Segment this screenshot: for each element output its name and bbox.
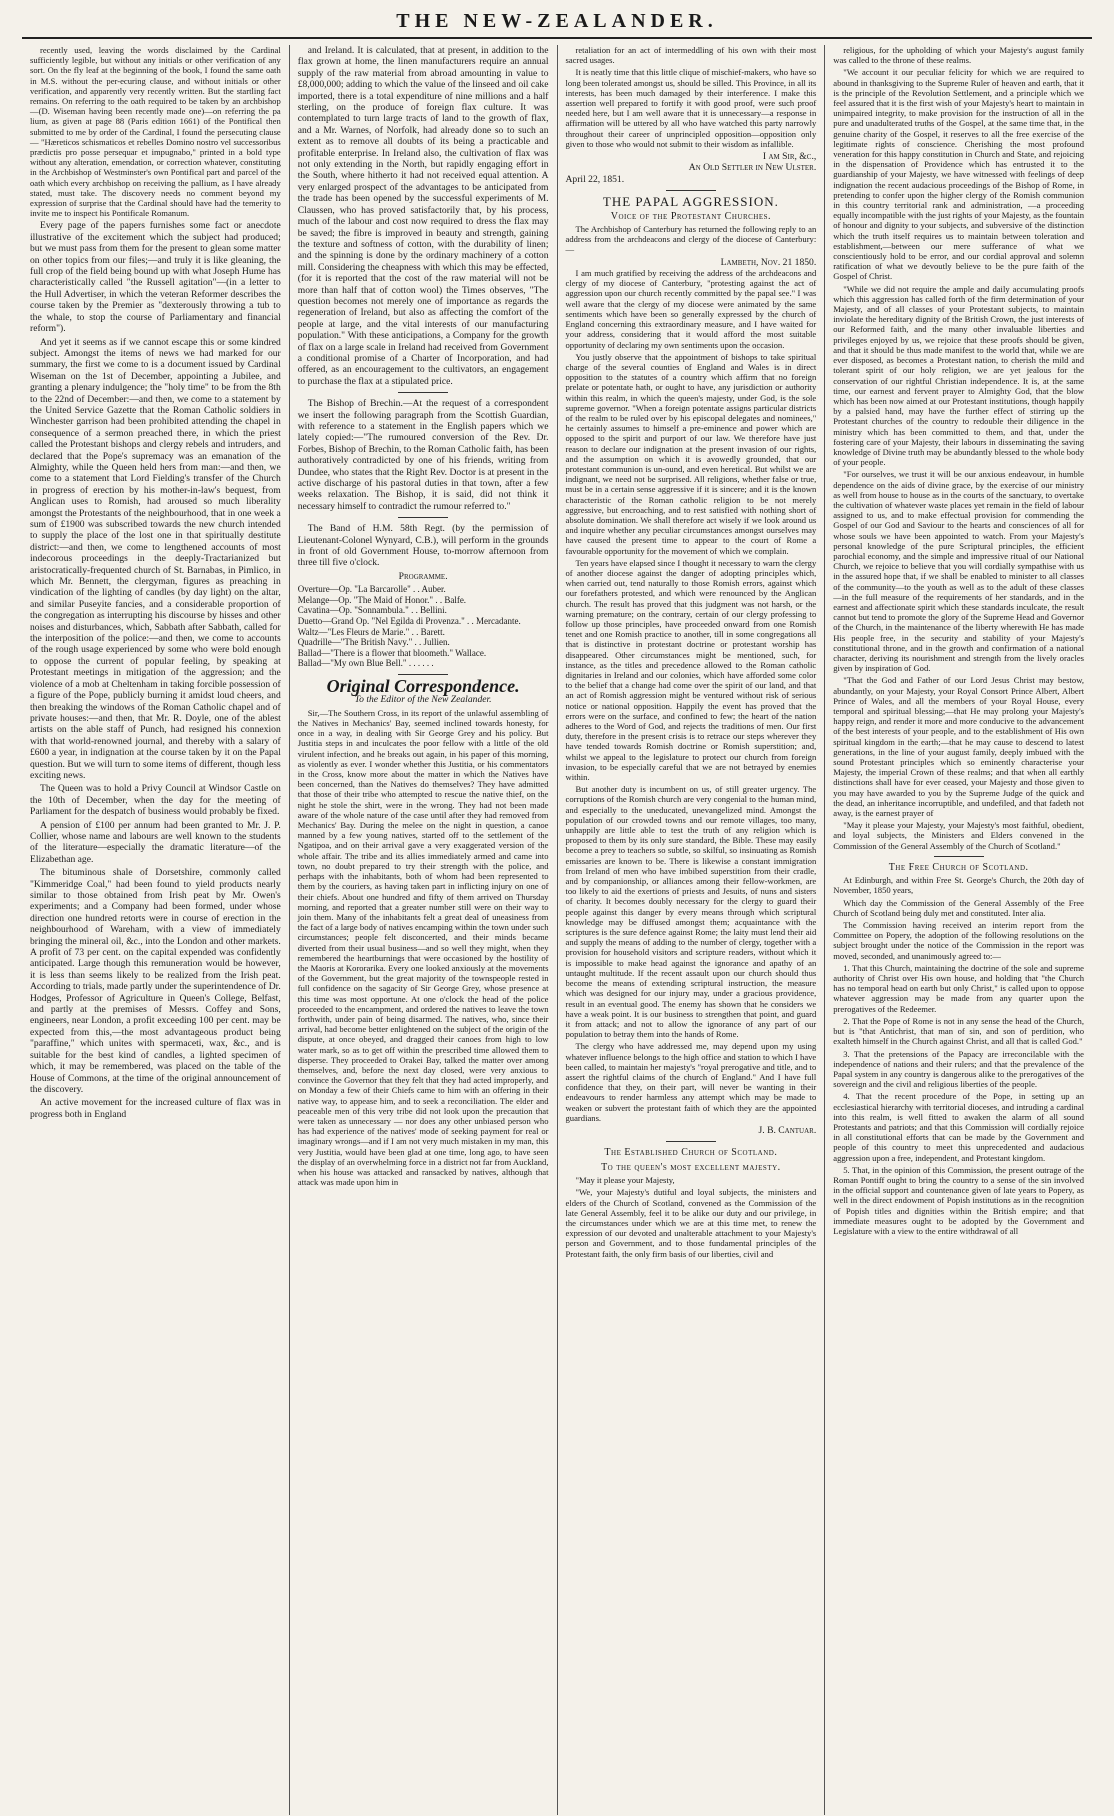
paragraph: But another duty is incumbent on us, of still greater urgency. The corruptions of the Romish church are very congenial to the human mind, and especially to the uneducated, unevangelized mind. Amongst the population of our crowded towns and our remote villages, too many, unhappily are little able to test the truth of any religion which is proposed to them by its only sure standard, the Bible. These may easily become a prey to teachers so subtle, so skilful, so insinuating as Romish emissaries are known to be. There is likewise a constant immigration from Ireland of men who have imbibed superstition from their cradle, and by companionship, or alliances among their fellow-workmen, are too likely to aid the exertions of priests and Jesuits, of nuns and sisters of charity. It becomes doubly necessary for the clergy to guard their people against this danger by every means through which scriptural knowledge may be diffused amongst them; acquaintance with the scriptures is the sure defence against Rome; the laity must lend their aid and supply the means of adding to the number of clergy, together with a provision for household visitors and scripture readers, without which it is impossible to make head against the ignorance and apathy of an untaught multitude. If the recent assault upon our church should thus become the means of extending scriptural instruction, the measure which was designed for our injury may, under a gracious providence, result in an eventual good. The enemy has shown that he considers we have a weak point. It is our business to strengthen that point, and guard it from attack; and not to allow the ignorance of any part of our population to betray them into the hands of Rome. [565,784,817,1040]
resolution: 5. That, in the opinion of this Commission, the present outrage of the Roman Pontiff ought to bring the country to a sense of the sin involved in the official support and countenance given of late years to Popery, as well in the direct endowment of Popish institutions as in the recognition of Popish titles and dignities within the British empire; and that immediate measures ought to be adopted by the Government and Legislature with a view to the entire withdrawal of all [833,1164,1084,1236]
paragraph: Which day the Commission of the General Assembly of the Free Church of Scotland being duly met and constituted. Inter alia. [833,897,1084,918]
programme-list [298,584,549,669]
article-body [566,224,817,1123]
paragraph: and Ireland. It is calculated, that at present, in addition to the flax grown at home, the linen manufacturers require an annual supply of the raw material from abroad amounting in value to £8,000,000; adding to which the value of the linseed and oil cake imported, there is a total expenditure of nine millions and a half sterling, on the produce of foreign flax culture. It was contemplated to turn large tracts of land to the growth of flax, and a Mr. Warnes, of Norfolk, had already done so to such an extent as to remove all doubts of its being a practicable and profitable enterprise. In Ireland also, the cultivation of flax was not only extending in the North, but rapidly engaging effort in the South, where hitherto it had not received equal attention. A very enlarged prospect of the advantages to be anticipated from the trade has been opened by the successful experiments of M. Claussen, who has proved satisfactorily that, by his process, much of the labour and cost now required to dress the flax may be saved; the fibre is improved in beauty and strength, gaining the texture and softness of cotton, with the durability of linen; and the spinning is done by the ordinary machinery of a cotton mill. Considering the cheapness with which this may be effected, (for it is reported that the cost of the raw material will not be more than half that of cotton wool) the Times observes, "The question becomes not merely one of importance as regards the regeneration of Ireland, but also as affecting the comfort of the people at large, and the vital interests of our manufacturing population." With these anticipations, a Company for the growth of flax on a large scale in Ireland had received from Government a conditional promise of a Charter of Incorporation, and had offered, as an encouragement to the cultivators, an engagement to purchase the flax at a stipulated price. [297,45,549,387]
column-3 [558,45,826,1815]
paragraph: "We account it our peculiar felicity for which we are required to abound in thanksgiving to the Supreme Ruler of heaven and earth, that it is the principle of the Revolution Settlement, and a principle which we feel assured that it is the first wish of your Majesty's heart to maintain in unimpaired integrity, to make provision for the instruction of all in the pure and unadulterated truths of the Gospel, at the same time that, in the genuine charity of the Gospel, it reserves to all the free exercise of the legitimate rights of conscience. Cherishing the most profound veneration for this happy constitution in Church and State, and rejoicing in the dispensation of Providence which has entrusted it to the guardianship of your Majesty, we have witnessed with feelings of deep indignation the recent audacious proceedings of the Bishop of Rome, in pretending to confer upon the higher clergy of the Romish communion in this country territorial rank and administration, —a proceeding equally incompatible with the just rights of your Majesty, as the fountain of honour and dignity to your subjects, and subversive of the distinction which the truth itself requires us to maintain between toleration and establishment,—between our mere sufferance of what we conscientiously hold to be error, and our cordial approval and solemn ratification of what we devoutly believe to be the pure faith of the Gospel of Christ. [833,67,1084,282]
address-heading: To the queen's most excellent majesty. [601,1161,781,1173]
programme-item: Melange—Op. "The Maid of Honor." . . Balfe. [297,594,467,605]
paragraph: "That the God and Father of our Lord Jesus Christ may bestow, abundantly, on your Majesty, your Royal Consort Prince Albert, Albert Prince of Wales, and all the members of your Royal House, every temporal and spiritual blessing;—that He may prolong your Majesty's happy reign, and render it more and more conducive to the advancement of the best interests of your people, and to the establishment of His own spiritual kingdom in the earth;—that he may cause to descend to latest generations, in the line of your august family, deeply imbued with the sound Protestant principles which so eminently characterise your Majesty, the imperial Crown of these realms; and that when all earthly distinctions shall have for ever ceased, your Majesty and those given to you may have awarded to you by the Supreme Judge of the quick and the dead, an inheritance incorruptible, and undefiled, and that fadeth not away, is the earnest prayer of [833,675,1084,819]
paragraph: Sir,—The Southern Cross, in its report of the unlawful assembling of the Natives in Mechanics' Bay, seemed inclined towards honesty, for once in a way, in dealing with Sir George Grey and his policy. But Justitia steps in and inculcates the poor fellow with a little of the old virulent infection, and he breaks out again, in his paper of this morning, as violently as ever. I wonder whether this Justitia, or his commentators in the Cross, know more about the matter in which the Natives have been concerned, than the Natives do themselves? They have admitted that those of their tribe who attempted to rescue the native thief, on the night he stole the shirt, were in the wrong. They had not been made aware of the whole nature of the case until after they had removed from Mechanics' Bay. During the melee on the night in question, a canoe manned by a few young natives, started off to the settlement of the Ngatipoa, and on their arrival gave a very exaggerated version of the whole affair. The tribe and its allies immediately armed and came into town, no doubt prepared to try their strength with the police, and perhaps with the inhabitants, both of whom had been represented to them by the couriers, as having taken part in inflicting injury on one of their chiefs. About one hundred and fifty of them arrived on Thursday morning, and reported that a greater number still were on their way to join them. Many of the inhabitants felt a great deal of uneasiness from the fact of a large body of natives encamping within the town under such circumstances; people felt disconcerted, and their minds became diverted from their usual business—and so well they might, when they remembered the heartburnings that were occasioned by the hostility of the Maoris at Kororarika. Every one looked anxiously at the movements of the Government, but the great majority of the townspeople rested in full confidence on the sagacity of Sir George Grey, whose presence at this time was most opportune. At one o'clock the head of the police proceeded to the encampment, and ordered the natives to leave the town forthwith, under pain of being disarmed. The natives, who, since their arrival, had become better enlightened on the subject of the origin of the dispute, at once obeyed, and dragged their canoes from high to low water mark, so as to get off within the prescribed time allowed them to disperse. They proceeded to Orakei Bay, talked the matter over among themselves, and, before the next day closed, were very anxious to convince the Governor that they felt that they had acted improperly, and on Monday a few of their Chiefs came to him with an offering in their native way, to appease him, and to seek a reconciliation. The elder and peaceable men of this very tribe did not look upon the precaution that were taken as unnecessary — nor does any other unbiased person who has had experience of the natives' mode of seeking payment for real or imaginary wrongs—and if I am not very much mistaken in my man, this very Justitia, would have been glad at one time, long ago, to have seen the display of an overwhelming force in a district not far from Auckland, when his house was attacked and ransacked by natives, although that attack was made upon him in [297,707,549,1188]
programme-title: Programme. [398,570,448,582]
paragraph: The Band of H.M. 58th Regt. (by the permission of Lieutenant-Colonel Wynyard, C.B.), will perform in the grounds in front of old Government House, to-morrow afternoon from three till five o'clock. [297,523,549,569]
oath-excerpt [30,45,281,218]
paragraph: The Queen was to hold a Privy Council at Windsor Castle on the 10th of December, when the day for the meeting of Parliament for the despatch of business would probably be fixed. [30,783,281,818]
letter-address: To the Editor of the New Zealander. [354,694,492,706]
resolution: 4. That the recent procedure of the Pope, in setting up an ecclesiastical hierarchy with territorial dioceses, and intruding a cardinal into this realm, is well fitted to awaken the alarm of all sound Protestants and patriots; and that this Commission will cordially rejoice in all constitutional efforts that can be made by the Government and people of this country to meet this unprecedented and audacious aggression upon a free, independent, and Protestant kingdom. [833,1091,1084,1163]
masthead: THE NEW-ZEALANDER. [22,10,1092,39]
address-body [566,1175,817,1259]
resolution: 1. That this Church, maintaining the doctrine of the sole and supreme authority of Christ over His own house, and holding that "the Church has no temporal head on earth but only Christ," is called upon to oppose whatever aggression may be made from any quarter upon the prerogatives of the Redeemer. [833,962,1084,1014]
article-heading: THE PAPAL AGGRESSION. [602,194,779,210]
paragraph: "May it please your Majesty, [575,1175,675,1186]
paragraph: A pension of £100 per annum had been granted to Mr. J. P. Collier, whose name and labours are well known to the students of the literature—especially the dramatic literature—of the Elizabethan age. [30,819,281,865]
article-subheading: Voice of the Protestant Churches. [610,210,772,222]
paragraph: It is neatly time that this little clique of mischief-makers, who have so long been tolerated amongst us, should be silled. This Province, in all its interests, has been much damaged by their interference. I make this assertion well prepared to fortify it with good proof, were such proof needed here, but I am well aware that it is unnecessary—a response in affirmation will be uttered by all who have watched this party narrowly throughout their career of unprincipled opposition—opposition only given to those who would not submit to their wisdom as infallible. [565,67,817,149]
signoff: I am Sir, &c., [762,151,817,163]
programme-item: Duetto—Grand Op. "Nel Egilda di Provenza." . . Mercadante. [297,616,521,627]
paragraph: Every page of the papers furnishes some fact or anecdote illustrative of the excitement which the subject had produced; but we must pass from them for the present to glean some matter on other topics from our files;—and truly it is like gleaning, the full crop of the field being bound up with what Joseph Hume has characteristically called "the Russell agitation"—(in a letter to the Hull Advertiser, in which the veteran Reformer describes the course taken by the Premier as "dexterously throwing a tub to the whale, to stop the course of Parliamentary and financial reform"). [30,220,281,335]
divider [398,517,448,518]
paragraph: "For ourselves, we trust it will be our anxious endeavour, in humble dependence on the aids of divine grace, by the exercise of our ministry as well from house to house as in the courts of the sanctuary, to overtake the cultivation of whatever waste places yet remain in the field of labour assigned to us, and to make effectual provision for commending the Gospel of our God and Saviour to the hearts and consciences of all for whose souls we have been appointed to watch. From your Majesty's personal knowledge of the pure Scriptural principles, the efficient parochial economy, and the simple and impressive ritual of our National Church, we rejoice to believe that you will cordially sympathise with us in the assured hope that, if we shall be enabled to minister to all classes of the community—to the youth as well as to the adult of these classes—in the full measure of the requirements of her standards, and in the earnest and affectionate spirit which these standards inculcate, the result cannot but tend to promote the glory of the Supreme Head and Governor of the Church, in the maintenance of the liberty wherewith He has made His people free, in the security and stability of your Majesty's constitutional throne, and in the growth and confirmation of a national character, deriving its nourishment and strength from the lively oracles given by inspiration of God. [833,469,1084,674]
dateline: Lambeth, Nov. 21 1850. [720,256,817,268]
resolution: 3. That the pretensions of the Papacy are irreconcilable with the independence of nations and their rulers; and that the prevalence of the Papal system in any country is dangerous alike to the prerogatives of the sovereign and the civil and religious liberties of the people. [833,1048,1084,1090]
divider [934,856,984,857]
programme-item: Overture—Op. "La Barcarolle" . . Auber. [297,584,446,595]
paragraph: The Bishop of Brechin.—At the request of a correspondent we insert the following paragraph from the Scottish Guardian, with reference to a statement in the English papers which we lately copied:—"The rumoured conversion of the Rev. Dr. Forbes, Bishop of Brechin, to the Roman Catholic faith, has been authoratively contradicted by one of his friends, writing from Dundee, who states that the Right Rev. Doctor is at present in the active discharge of his pastoral duties in that town, after a few weeks relaxation. The Bishop, it is said, did not think it necessary himself to contradict the rumour referred to." [297,398,549,512]
paragraph: The Archbishop of Canterbury has returned the following reply to an address from the archdeacons and clergy of the diocese of Canterbury:— [565,224,817,255]
letter-body [298,708,549,1188]
paragraph: I am much gratified by receiving the address of the archdeacons and clergy of my diocese of Canterbury, "protesting against the act of aggression upon our church recently committed by the papal see." I was well aware that the clergy of my diocese were animated by the same sentiments which have been so generally expressed by the church of England concerning this extraordinary measure, and I have waited for your address, considering that it would afford the most suitable opportunity of declaring my own sentiments upon the occasion. [565,268,817,350]
paragraph: recently used, leaving the words disclaimed by the Cardinal sufficiently legible, but without any initials or other verification of any sort. On the fly leaf at the beginning of the book, I found the same oath in M.S. without the per-ecuring clause, and without initials or other verification, and apparently very recently written. But the startling fact remains. On referring to the oath required to be taken by an archbishop—(D. Wiseman having been recently made one)—on referring the pa lium, as given at page 88 (Paris edition 1661) of the Pontifical then submitted to me by order of the Cardinal, I found the persecuting clause— "Hæreticos schismaticos et rebelles Domino nostro vel successoribus prædictis pro posse persequar et impugnabo," printed in a bold type without any alteration, emendation, or correction whatever, constituting in the Archbishop of Westminster's own Pontifical part and parcel of the oath which every archbishop on receiving the pallium, as I have already stated, must take. The discovery needs no comment beyond my expression of surprise that the Cardinal should have had the temerity to invite me to inspect his Pontificale Romanum. [30,45,281,219]
paragraph: The bituminous shale of Dorsetshire, commonly called "Kimmeridge Coal," had been found to yield products nearly similar to those obtained from Irish peat by Mr. Owen's experiments; and a Company had been formed, under whose direction one hundred retorts were in course of erection in the neighbourhood of Wareham, with a view of immediately bringing the mineral oil, &c., into the London and other markets. A profit of 73 per cent. on the capital expended was confidently anticipated. Large though this remuneration would be however, it is less than seems likely to be realized from the Irish peat. According to trials, made partly under the superintendence of Dr. Hodges, Professor of Agriculture in Queen's College, Belfast, and partly at the premises of Messrs. Coffey and Sons, engineers, near London, a profit exceeding 100 per cent. may be expected from this,—the most advantageous product being "paraffine," which unites with spermaceti, wax, &c., and is suitable for the best kind of candles, a lighted specimen of which, it may be remembered, was placed on the table of the House of Commons, at the time of the original announcement of the discovery. [30,867,281,1095]
paragraph: The Commission having received an interim report from the Committee on Popery, the adoption of the following resolutions on the subject brought under the notice of the Commission in the report was moved, seconded, and unanimously agreed to:— [833,920,1084,961]
resolution: 2. That the Pope of Rome is not in any sense the head of the Church, but is "that Antichrist, that man of sin, and son of perdition, who exalteth himself in the Church against Christ, and all that is called God." [833,1015,1084,1047]
divider [666,190,716,191]
signature: An Old Settler in New Ulster. [688,162,817,174]
paragraph: "We, your Majesty's dutiful and loyal subjects, the ministers and elders of the Church of Scotland, convened as the Commission of the late General Assembly, feel it to be alike our duty and our privilege, in the circumstances under which we are at this time met, to renew the expression of our devoted and unalterable attachment to your Majesty's person and Government, and to those fundamental principles of the Protestant faith, the only firm basis of our liberties, civil and [565,1187,817,1259]
programme-item: Ballad—"There is a flower that bloometh." Wallace. [297,647,487,658]
divider [666,1141,716,1142]
paragraph: retaliation for an act of intermeddling of his own with their most sacred usages. [565,45,817,66]
column-2 [290,45,558,1815]
paragraph: "May it please your Majesty, your Majesty's most faithful, obedient, and loyal subjects, the Ministers and Elders convened in the Commission of the General Assembly of the Church of Scotland." [833,820,1084,851]
column-1 [22,45,290,1815]
programme-item: Ballad—"My own Blue Bell." . . . . . . [297,658,434,669]
paragraph: And yet it seems as if we cannot escape this or some kindred subject. Amongst the items of news we had marked for our summary, the first we come to is a document issued by Cardinal Wiseman on the 1st of December, appointing a Jubilee, and granting a plenary indulgence; the "holy time" to be from the 8th to the 22nd of December:—and then, we come to a statement by the United Service Gazette that the Roman Catholic soldiers in Winchester garrison had been prohibited attending the chapel in consequence of a sermon preached there, in which the priest called the Protestant bishops and clergy rebels and intruders, and declared that the Pope's supremacy was an emanation of the Almighty, while the Queen held hers from man:—and then, we come to a statement that Lord Fielding's transfer of the Church in progress of erection by his mother-in-law's bequest, from Anglican uses to Romish, had aroused so much liberality amongst the Protestants of the neighbourhood, that in one week a sum of £1900 was subscribed towards the new church intended to supply the place of the lost one in that spiritually destitute district:—and then, we come to lengthened accounts of most indecorous proceedings in the deeply-Tractarianized but aristocratically-frequented church of St. Barnabas, in Pimlico, in which Mr. Bennett, the clergyman, figures as preaching in vindication of the lighting of candles (by day light) on the altar, and similar Puseyite fancies, and a considerable proportion of the congregation as interrupting his discourse by hisses and other noises and disturbances, which, Sabbath after Sabbath, called for the interposition of the police:—and then, we come to accounts of the rough usage experienced by some who were bold enough to oppose the current of popular feeling, by speaking at Protestant meetings in mitigation of the aggression; and the violence of a mob at Cheltenham in taking forcible possession of a figure of the Pope, publicly burning it amidst loud cheers, and then breaking the windows of the Roman Catholic chapel and of private houses:—and then, that Mr. R. Doyle, one of the ablest artists on the able staff of Punch, had resigned his connexion with that world-renowned journal, and thereby with a salary of £600 a year, in indignation at the course taken by it on the Papal question. But we will turn to some items of different, though less exciting news. [30,336,281,781]
paragraph: Ten years have elapsed since I thought it necessary to warn the clergy of another diocese against the danger of adopting principles which, when carried out, tend naturally to those Romish errors, against which our forefathers protested, and which were renounced by the Anglican church. The result has proved that this judgment was not harsh, or the warning premature; on the contrary, certain of our clergy professing to follow up those principles, have proceeded onward from one Romish tenet and one Romish practice to another, till in some congregations all that is distinctive in protestant doctrine or protestant worship has disappeared. Other circumstances might be mentioned, such, for instance, as the titles and precedence allowed to the Roman catholic dignitaries in Ireland and our colonies, which have afforded some color to the belief that a change had come over the spirit of our land, and that an act of Romish aggression might be ventured without risk of serious notice or national opposition. Happily the event has proved that the errors were on the surface, and confined to few; the heart of the nation adheres to the Word of God, and rejects the traditions of men. Our first duty, therefore in the present crisis is to retrace our steps wherever they have tended towards Romish doctrine or Romish superstition; and, whilst we appeal to the legislature to protect our church from foreign invasion, to be especially careful that we are not betrayed by enemies within. [565,557,817,783]
letter-continued [566,45,817,149]
paragraph: "While we did not require the ample and daily accumulating proofs which this aggression has called forth of the firm determination of your Majesty, and of all classes of your Protestant subjects, to maintain inviolate the hereditary dignity of the British Crown, the just interests of our Reformed faith, and the many other invaluable liberties and privileges enjoyed by us, we rejoice that these proofs should be given, and that it should be thus made manifest to the world that, while we are ever disposed, as becomes a Protestant nation, to cherish the mild and tolerant spirit of our holy religion, we are yet jealous for the conservation of our rightful Christian independence. It is, at the same time, our earnest and fervent prayer to Almighty God, that the blow which has been now aimed at our Protestant institutions, though happily by a palsied hand, may have the further effect of stirring up the Protestant churches of the country to redouble their diligence in the ministry which has been committed to them, and that, under the fostering care of your Majesty, their labours in disseminating the saving knowledge of Divine truth may be abundantly blessed to the whole body of your people. [833,283,1084,468]
paragraph: religious, for the upholding of which your Majesty's august family was called to the throne of these realms. [833,45,1084,66]
columns [22,45,1092,1815]
programme-item: Cavatina—Op. "Sonnambula." . . Bellini. [297,605,447,616]
paragraph: The clergy who have addressed me, may depend upon my using whatever influence belongs to the high office and station to which I have been called, to maintain her majesty's "royal prerogative and title, and to assert the rightful claims of the church of England." And I have full confidence that they, on their part, will never be wanting in their endeavours to render harmless any attempt which may be made to weaken or subvert the protestant faith of which they are the appointed guardians. [565,1041,817,1123]
paragraph: At Edinburgh, and within Free St. George's Church, the 20th day of November, 1850 years, [833,875,1084,896]
programme-item: Quadrille—"The British Navy." . . Jullien. [297,637,450,648]
section-title: Original Correspondence. [326,676,520,697]
paragraph: An active movement for the increased culture of flax was in progress both in England [30,1097,281,1120]
programme-item: Waltz—"Les Fleurs de Marie." . . Barett. [297,626,445,637]
section-subheading: The Free Church of Scotland. [888,861,1029,873]
letter-date: April 22, 1851. [565,173,625,185]
divider [398,392,448,393]
column-4 [825,45,1092,1815]
divider [398,674,448,675]
paragraph: You justly observe that the appointment of bishops to take spiritual charge of the several counties of England and Wales is in direct opposition to the statutes of a country which affirm that no foreign prelate or potentate hath, or ought to have, any jurisdiction or authority within this realm, in which the queen's majesty, under God, is the sole supreme governor. "When a foreign potentate assigns particular districts of the realm to be ruled over by his episcopal delegates and nominees," he certainly assumes to himself a pre-eminence and power which are opposed to the spirit and purport of our law. We therefore have just reason to declare our indignation at the present invasion of our rights, and the assumption on which it is avowedly grounded, that our protestant communion is un-ound, and even heretical. But whilst we are indignant, we need not be surprised. All religions, whether false or true, must be in a certain sense aggressive if it is sincere; and it is the known characteristic of the Roman catholic religion to be not merely aggressive, but encroaching, and to rest satisfied with nothing short of absolute domination. We shall therefore act wisely if we look around us and inquire whether any peculiar circumstances amongst ourselves may have caused the present time to appear to the court of Rome a favourable opportunity for the movement of which we complain. [565,351,817,556]
signature: J. B. Cantuar. [758,1124,817,1136]
section-subheading: The Established Church of Scotland. [604,1147,778,1159]
